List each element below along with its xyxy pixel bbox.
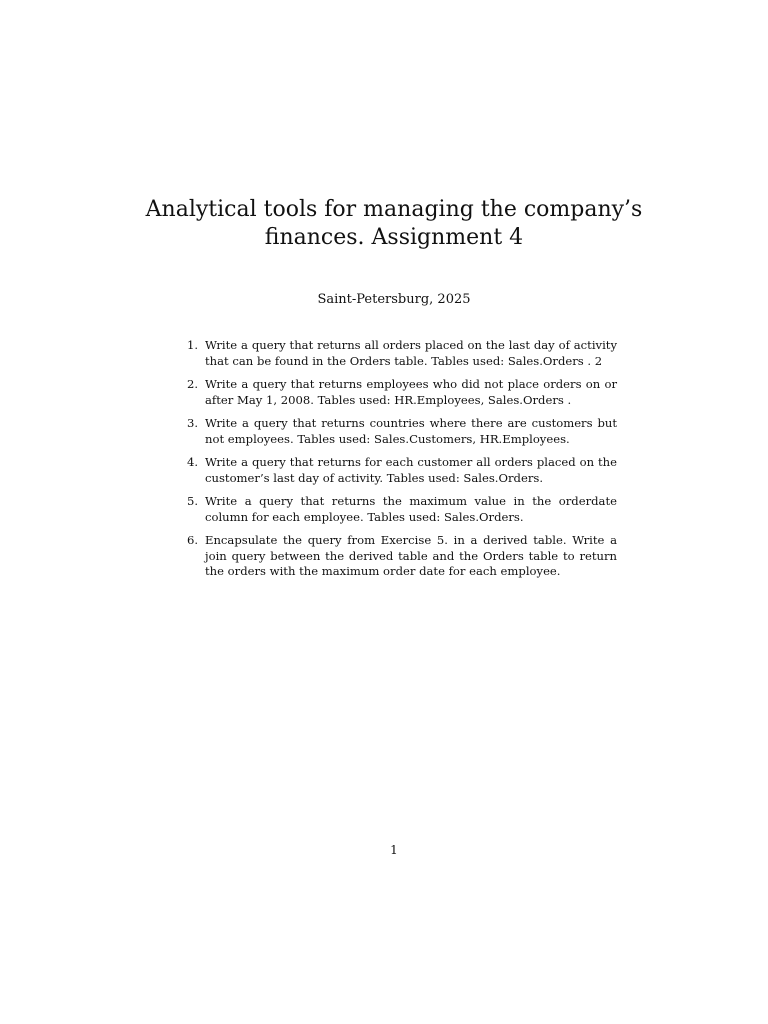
- exercise-item-4: [187, 455, 617, 486]
- document-subtitle: Saint-Petersburg, 2025: [317, 292, 471, 307]
- exercise-number: 6.: [187, 533, 199, 547]
- exercise-text: Write a query that returns all orders placed on the last day of activity that can be found in the Orders table. Tables used: Sales.Orders . 2: [205, 338, 617, 368]
- document-title: [0, 196, 768, 252]
- exercise-number: 2.: [187, 377, 199, 391]
- exercise-item-5: [187, 494, 617, 525]
- exercise-item-3: [187, 416, 617, 447]
- title-line-2: finances. Assignment 4: [264, 225, 524, 250]
- page-number: 1: [390, 843, 398, 857]
- title-line-1: Analytical tools for managing the company’s: [145, 197, 643, 222]
- exercise-list: [187, 338, 617, 588]
- exercise-text: Write a query that returns countries where there are customers but not employees. Tables used: Sales.Customers, HR.Employees.: [205, 416, 617, 446]
- exercise-number: 1.: [187, 338, 199, 352]
- exercise-item-1: [187, 338, 617, 369]
- exercise-number: 5.: [187, 494, 199, 508]
- exercise-text: Write a query that returns employees who did not place orders on or after May 1, 2008. Tables used: HR.Employees, Sales.Orders .: [205, 377, 617, 407]
- exercise-number: 3.: [187, 416, 199, 430]
- exercise-text: Encapsulate the query from Exercise 5. in a derived table. Write a join query between the derived table and the Orders table to return the orders with the maximum order date for each employee.: [205, 533, 617, 578]
- exercise-text: Write a query that returns for each customer all orders placed on the customer’s last day of activity. Tables used: Sales.Orders.: [205, 455, 617, 485]
- exercise-number: 4.: [187, 455, 199, 469]
- exercise-text: Write a query that returns the maximum value in the orderdate column for each employee. Tables used: Sales.Orders.: [205, 494, 617, 524]
- exercise-item-6: [187, 533, 617, 580]
- exercise-item-2: [187, 377, 617, 408]
